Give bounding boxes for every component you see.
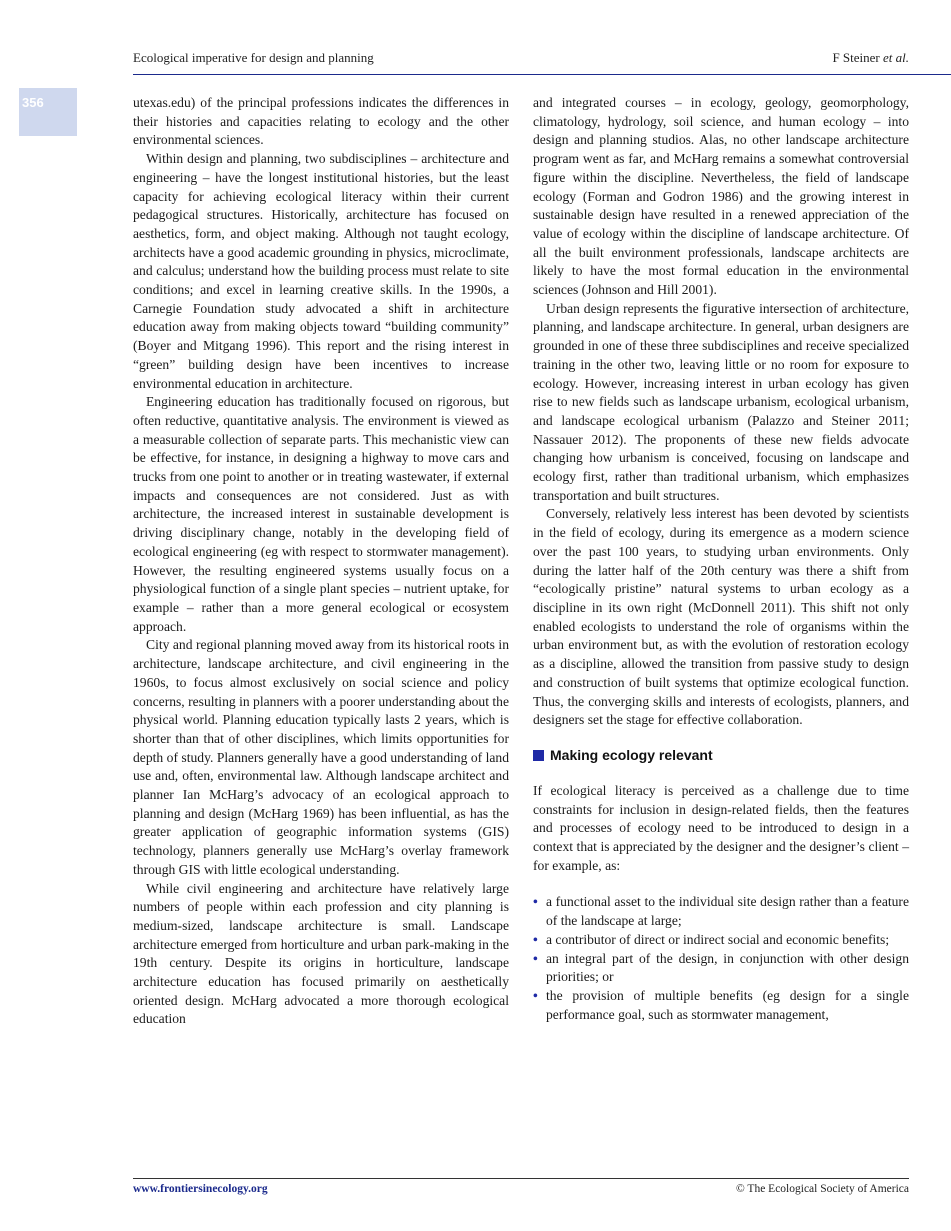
right-paragraph-1: and integrated courses – in ecology, geology, geomorphology, climatology, hydrology, soil science, and human ecology – into design and planning studios. Alas, no other landscape architecture program went as far, and McHarg remains a somewhat controversial figure within the discipline. Nevertheless, the field of landscape ecology (Forman and Godron 1986) and the growing interest in sustainable design have resulted in a renewed appreciation of the value of ecology within the discipline of landscape architecture. Of all the built environment professionals, landscape architects are likely to have the most formal education in the environmental sciences (Johnson and Hill 2001).	[533, 95, 909, 298]
header-rule	[133, 74, 951, 75]
section-heading-text: Making ecology relevant	[550, 746, 713, 763]
right-column	[533, 94, 909, 1024]
bullet-icon: •	[533, 894, 538, 910]
bullet-icon: •	[533, 931, 538, 947]
bullet-text: a functional asset to the individual site design rather than a feature of the landscape at large;	[546, 894, 909, 929]
section-heading	[533, 746, 909, 764]
bullet-list	[533, 893, 909, 1024]
journal-url-link[interactable]: www.frontiersinecology.org	[133, 1183, 268, 1195]
bullet-text: the provision of multiple benefits (eg design for a single performance goal, such as stormwater management,	[546, 987, 909, 1022]
footer-rule	[133, 1178, 909, 1179]
authors-name: F Steiner	[832, 50, 880, 65]
bullet-item	[533, 893, 909, 930]
left-paragraph-4: City and regional planning moved away from its historical roots in architecture, landscape architecture, and civil engineering in the 1960s, to focus almost exclusively on social science and policy concerns, resulting in planners with a poorer understanding about the physical world. Planning education typically lasts 2 years, which is shorter than that of other disciplines, which limits opportunities for depth of study. Planners generally have a good understanding of land use and, often, environmental law. Although landscape architect and planner Ian McHarg’s advocacy of an ecological approach to planning and design (McHarg 1969) has been influential, as has the greater application of geographic information systems (GIS) technology, planners generally use McHarg’s overlay framework through GIS with little ecological understanding.	[133, 637, 509, 877]
left-column	[133, 94, 509, 1029]
copyright-notice: © The Ecological Society of America	[736, 1183, 909, 1195]
left-paragraph-3: Engineering education has traditionally focused on rigorous, but often reductive, quantitative analysis. The environment is viewed as a measurable collection of separate parts. This mechanistic view can be effective, for instance, in designing a highway to move cars and trucks from one point to another or in treating wastewater, if external impacts and consequences are not considered. Just as with architecture, the increased interest in sustainable development is driving disciplinary change, notably in the developing field of ecological engineering (eg with respect to stormwater management). However, the resulting engineered systems usually focus on a physiological function of a single plant species – nutrient uptake, for example – rather than a more general ecological or ecosystem approach.	[133, 394, 509, 634]
left-paragraph-2: Within design and planning, two subdisciplines – architecture and engineering – have the longest institutional histories, but the least capacity for achieving ecological literacy within their current pedagogical structures. Historically, architecture has focused on aesthetics, form, and object making. Although not taught ecology, architects have a good academic grounding in physics, microclimate, and calculus; understand how the building process must relate to site conditions; and excel in learning creative skills. In the 1990s, a Carnegie Foundation study advocated a shift in architecture education away from making objects toward “building community” (Boyer and Mitgang 1996). This report and the rising interest in “green” building design have been incentives to increase environmental education in architecture.	[133, 151, 509, 391]
right-paragraph-3: Conversely, relatively less interest has been devoted by scientists in the field of ecology, during its emergence as a modern science over the past 100 years, to studying urban environments. Only during the latter half of the 20th century was there a shift from “ecologically pristine” natural systems to urban ecology as a discipline in its own right (McDonnell 2011). This shift not only enabled ecologists to understand the role of organisms within the urban environment but, as with the evolution of restoration ecology as a discipline, allowed the transition from passive study to design and construction of built systems that optimize ecological function. Thus, the converging skills and interests of ecologists, planners, and designers set the stage for effective collaboration.	[533, 506, 909, 728]
running-header	[133, 50, 909, 70]
running-authors	[832, 50, 909, 66]
section-paragraph: If ecological literacy is perceived as a challenge due to time constraints for inclusion in design-related fields, then the features and processes of ecology need to be introduced to design in a context that is appreciated by the designer and the designer’s client – for example, as:	[533, 782, 909, 873]
bullet-text: a contributor of direct or indirect social and economic benefits;	[546, 931, 890, 947]
heading-square-icon	[533, 750, 544, 761]
left-paragraph-1: utexas.edu) of the principal professions indicates the differences in their histories and capacities relating to ecology and the other environmental sciences.	[133, 95, 509, 148]
bullet-icon: •	[533, 950, 538, 966]
right-paragraph-2: Urban design represents the figurative intersection of architecture, planning, and landscape architecture. In general, urban designers are grounded in one of these three subdisciplines and receive specialized training in the other two, leaving little or no room for exposure to ecology. However, increasing interest in urban ecology has given rise to new fields such as landscape urbanism, ecological urbanism, and landscape ecological urbanism (Palazzo and Steiner 2011; Nassauer 2012). The proponents of these new fields advocate changing how urbanism is conceived, focusing on landscape and ecology first, rather than traditional urbanism, which emphasizes transportation and built structures.	[533, 300, 909, 503]
page-number: 356	[22, 95, 44, 110]
bullet-item	[533, 987, 909, 1024]
left-paragraph-5: While civil engineering and architecture have relatively large numbers of people within each profession and city planning is medium-sized, landscape architecture is small. Landscape architecture emerged from horticulture and urban park-making in the 19th century. Despite its origins in horticulture, landscape architecture education has focused primarily on aesthetically oriented design. McHarg advocated a more thorough ecological education	[133, 880, 509, 1027]
bullet-item	[533, 931, 909, 950]
bullet-text: an integral part of the design, in conjunction with other design priorities; or	[546, 950, 909, 985]
bullet-icon: •	[533, 987, 538, 1003]
running-title: Ecological imperative for design and planning	[133, 50, 374, 65]
et-al: et al.	[883, 50, 909, 65]
bullet-item	[533, 950, 909, 987]
